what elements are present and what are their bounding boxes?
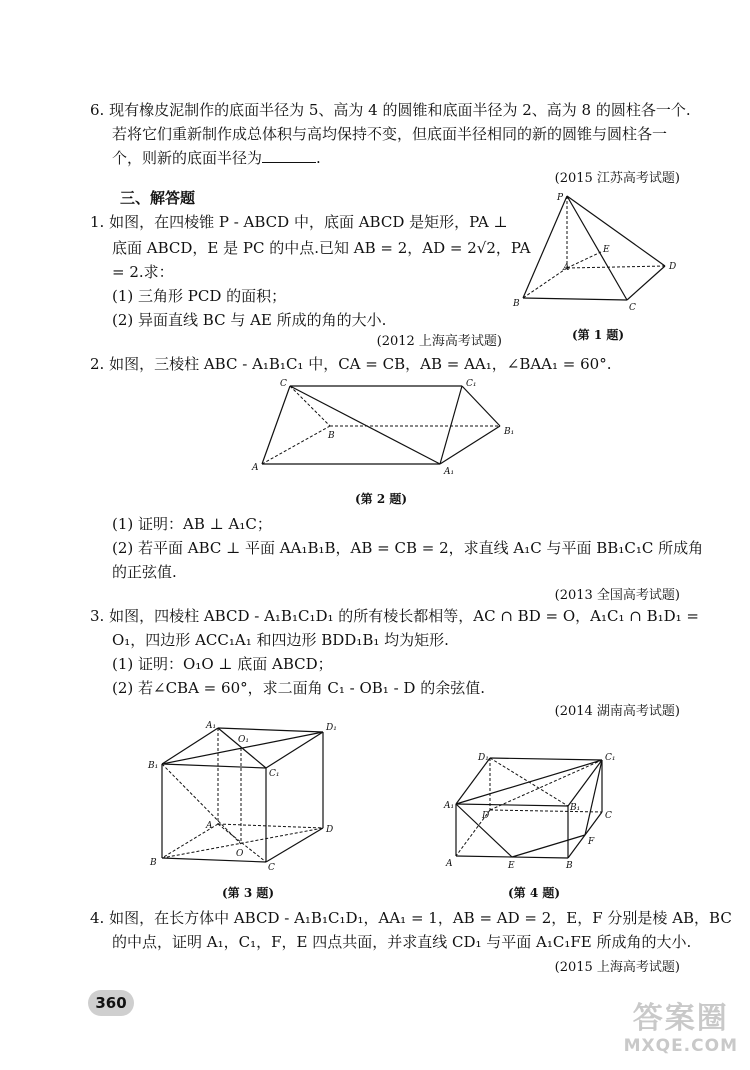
fig4-label-C: C [605, 811, 612, 821]
fig1-label-A: A [563, 263, 570, 273]
q6-source: (2015 江苏高考试题) [554, 171, 680, 186]
figure-1-pyramid [505, 188, 695, 323]
q1-line-3: = 2.求： [112, 263, 174, 281]
q4-source: (2015 上海高考试题) [554, 960, 680, 975]
fig3-label-O1: O₁ [238, 735, 249, 745]
q3-line-2: O₁，四边形 ACC₁A₁ 和四边形 BDD₁B₁ 均为矩形. [112, 631, 449, 649]
fig4-label-E: E [508, 861, 515, 871]
fig3-label-D1: D₁ [326, 723, 337, 733]
fig4-label-A: A [446, 859, 453, 869]
q1-source: (2012 上海高考试题) [376, 334, 502, 349]
q2-caption: (第 2 题) [355, 492, 408, 506]
fig3-label-D: D [326, 825, 334, 835]
watermark-line-1: 答案圈 [632, 1001, 729, 1036]
fig4-label-D1: D₁ [478, 753, 489, 763]
q6-line-3 [112, 148, 321, 168]
q3-sub-1: (1) 证明：O₁O ⊥ 底面 ABCD； [112, 655, 333, 673]
fig1-label-E: E [603, 245, 610, 255]
fig1-label-B: B [513, 299, 520, 309]
q4-line-1: 4. 如图，在长方体中 ABCD - A₁B₁C₁D₁，AA₁ = 1，AB = AD = 2，E，F 分别是棱 AB，BC [90, 909, 732, 927]
fig1-label-D: D [669, 262, 677, 272]
fig3-label-A: A [206, 821, 213, 831]
fig2-label-A: A [252, 463, 259, 473]
fig4-label-B: B [566, 861, 573, 871]
fig4-label-F: F [588, 837, 595, 847]
q1-line-1: 1. 如图，在四棱锥 P - ABCD 中，底面 ABCD 是矩形，PA ⊥ [90, 213, 508, 231]
q3-sub-2: (2) 若∠CBA = 60°，求二面角 C₁ - OB₁ - D 的余弦值. [112, 679, 485, 697]
fig2-label-B: B [328, 431, 335, 441]
q6-line-2: 若将它们重新制作成总体积与高均保持不变，但底面半径相同的新的圆锥与圆柱各一 [112, 125, 668, 143]
q6-line-1: 6. 现有橡皮泥制作的底面半径为 5、高为 4 的圆锥和底面半径为 2、高为 8 的圆柱各一个. [90, 101, 691, 119]
q3-caption: (第 3 题) [222, 886, 275, 900]
q6-line-3-end: . [316, 149, 321, 167]
fig3-label-C1: C₁ [269, 769, 280, 779]
fig3-label-B: B [150, 858, 157, 868]
q3-source: (2014 湖南高考试题) [554, 704, 680, 719]
fig2-label-B1: B₁ [504, 427, 515, 437]
fig4-label-B1: B₁ [570, 803, 581, 813]
q2-line-1: 2. 如图，三棱柱 ABC - A₁B₁C₁ 中，CA = CB，AB = AA₁，∠BAA₁ = 60°. [90, 355, 612, 373]
fig4-label-D: D [482, 811, 490, 821]
fig3-label-B1: B₁ [148, 761, 159, 771]
q2-sub-2a: (2) 若平面 ABC ⊥ 平面 AA₁B₁B，AB = CB = 2，求直线 A₁C 与平面 BB₁C₁C 所成角 [112, 539, 704, 557]
fig4-label-C1: C₁ [605, 753, 616, 763]
fig1-label-P: P [557, 193, 564, 203]
watermark [624, 1002, 738, 1056]
q3-line-1: 3. 如图，四棱柱 ABCD - A₁B₁C₁D₁ 的所有棱长都相等，AC ∩ BD = O，A₁C₁ ∩ B₁D₁ = [90, 607, 699, 625]
fig2-label-C: C [280, 379, 287, 389]
fig3-label-A1: A₁ [206, 721, 217, 731]
section-title: 三、解答题 [120, 189, 196, 207]
watermark-line-2: MXQE.COM [623, 1036, 738, 1056]
fig4-label-A1: A₁ [444, 801, 455, 811]
fig3-label-C: C [268, 863, 275, 873]
fig3-label-O: O [236, 849, 244, 859]
q2-sub-2b: 的正弦值. [112, 563, 177, 581]
figure-3-prism [148, 718, 348, 873]
q6-line-3-text: 个，则新的底面半径为 [112, 149, 263, 167]
q2-sub-1: (1) 证明：AB ⊥ A₁C； [112, 515, 272, 533]
q1-sub-1: (1) 三角形 PCD 的面积； [112, 287, 287, 305]
q2-source: (2013 全国高考试题) [554, 588, 680, 603]
fig1-label-C: C [629, 303, 636, 313]
q4-line-2: 的中点，证明 A₁，C₁，F，E 四点共面，并求直线 CD₁ 与平面 A₁C₁FE 所成角的大小. [112, 933, 692, 951]
q1-line-2: 底面 ABCD，E 是 PC 的中点.已知 AB = 2，AD = 2√2，PA [112, 239, 531, 257]
answer-blank [262, 148, 316, 163]
q4-caption: (第 4 题) [508, 886, 561, 900]
fig2-label-C1: C₁ [466, 379, 477, 389]
q1-sub-2: (2) 异面直线 BC 与 AE 所成的角的大小. [112, 311, 387, 329]
fig2-label-A1: A₁ [444, 467, 455, 477]
figure-4-cuboid [442, 748, 617, 873]
figure-2-prism [250, 376, 530, 486]
q1-caption: (第 1 题) [572, 328, 625, 342]
page-number: 360 [88, 990, 134, 1016]
